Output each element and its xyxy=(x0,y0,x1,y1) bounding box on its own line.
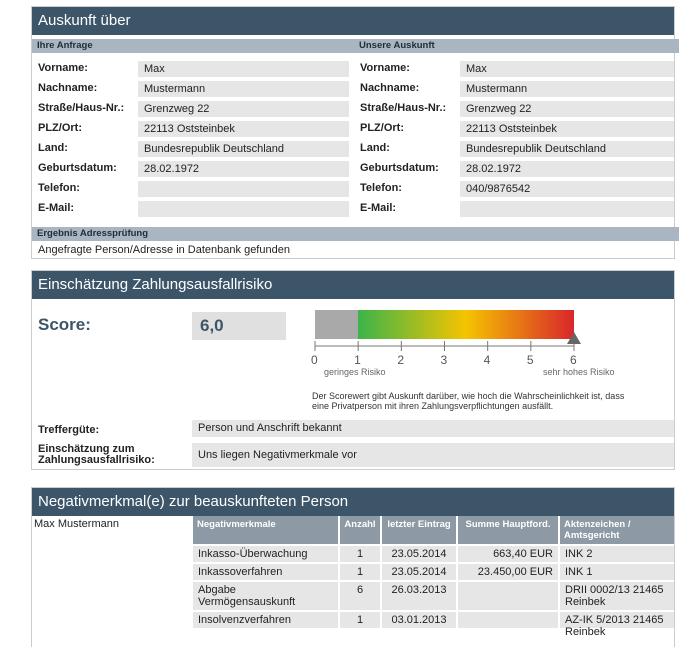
table-cell-anzahl: 1 xyxy=(340,564,380,580)
anfrage-label: Straße/Haus-Nr.: xyxy=(38,102,125,114)
score-gauge xyxy=(302,307,642,369)
auskunft-label: Geburtsdatum: xyxy=(360,162,439,174)
scale-high-label: sehr hohes Risiko xyxy=(543,367,615,377)
table-header: Aktenzeichen / Amtsgericht xyxy=(560,516,674,544)
auskunft-label: Telefon: xyxy=(360,182,402,194)
table-cell-datum: 26.03.2013 xyxy=(382,582,456,610)
scale-tick-label: 2 xyxy=(397,353,405,367)
auskunft-value: Max xyxy=(460,61,674,77)
scale-tick-label: 3 xyxy=(440,353,448,367)
table-cell-akten: DRII 0002/13 21465 Reinbek xyxy=(560,582,674,610)
scale-tick-label: 0 xyxy=(311,353,318,367)
scale-tick-label: 6 xyxy=(570,353,577,367)
score-bar-neutral xyxy=(315,310,358,339)
anfrage-value xyxy=(138,181,349,197)
scale-tick-label: 1 xyxy=(354,353,361,367)
score-label: Score: xyxy=(38,315,91,334)
anfrage-value: 22113 Oststeinbek xyxy=(138,121,349,137)
scale-low-label: geringes Risiko xyxy=(324,367,386,377)
table-cell-summe xyxy=(458,582,558,610)
auskunft-label: PLZ/Ort: xyxy=(360,122,404,134)
table-cell-merkmal: Inkasso-Überwachung xyxy=(193,546,338,562)
anfrage-value xyxy=(138,201,349,217)
table-cell-datum: 23.05.2014 xyxy=(382,564,456,580)
treffer-label: Treffergüte: xyxy=(38,424,100,436)
auskunft-value xyxy=(460,201,674,217)
auskunft-label: Straße/Haus-Nr.: xyxy=(360,102,447,114)
table-header: Anzahl xyxy=(340,516,380,544)
table-cell-summe: 23.450,00 EUR xyxy=(458,564,558,580)
table-cell-akten: INK 1 xyxy=(560,564,674,580)
einschaetzung-label-2: Zahlungsausfallrisiko: xyxy=(38,454,155,466)
auskunft-value: 28.02.1972 xyxy=(460,161,674,177)
score-bar-gradient xyxy=(358,310,574,339)
auskunft-label: E-Mail: xyxy=(360,202,397,214)
anfrage-label: E-Mail: xyxy=(38,202,75,214)
ihre-anfrage-header: Ihre Anfrage xyxy=(32,39,354,53)
einschaetzung-label-1: Einschätzung zum xyxy=(38,443,135,455)
auskunft-value: 22113 Oststeinbek xyxy=(460,121,674,137)
auskunft-value: 040/9876542 xyxy=(460,181,674,197)
table-cell-summe xyxy=(458,612,558,628)
table-cell-datum: 23.05.2014 xyxy=(382,546,456,562)
auskunft-value: Grenzweg 22 xyxy=(460,101,674,117)
anfrage-label: Nachname: xyxy=(38,82,98,94)
scale-tick-label: 5 xyxy=(526,353,534,367)
anfrage-label: Geburtsdatum: xyxy=(38,162,117,174)
table-cell-merkmal: Inkassoverfahren xyxy=(193,564,338,580)
risiko-title: Einschätzung Zahlungsausfallrisiko xyxy=(32,271,674,299)
ergebnis-header: Ergebnis Adressprüfung xyxy=(32,227,679,241)
negativ-panel xyxy=(31,487,675,647)
table-cell-anzahl: 6 xyxy=(340,582,380,610)
anfrage-value: Bundesrepublik Deutschland xyxy=(138,141,349,157)
score-explanation-2: eine Privatperson mit ihren Zahlungsverpflichtungen ausfällt. xyxy=(312,401,554,411)
anfrage-value: Mustermann xyxy=(138,81,349,97)
anfrage-label: Telefon: xyxy=(38,182,80,194)
anfrage-label: PLZ/Ort: xyxy=(38,122,82,134)
auskunft-label: Nachname: xyxy=(360,82,420,94)
anfrage-value: Max xyxy=(138,61,349,77)
person-name: Max Mustermann xyxy=(34,518,119,530)
table-cell-merkmal: Abgabe Vermögensauskunft xyxy=(193,582,338,610)
auskunft-title: Auskunft über xyxy=(32,7,674,35)
table-cell-merkmal: Insolvenzverfahren xyxy=(193,612,338,628)
treffer-value: Person und Anschrift bekannt xyxy=(192,420,674,437)
table-cell-anzahl: 1 xyxy=(340,546,380,562)
risiko-panel xyxy=(31,270,675,470)
table-header: letzter Eintrag xyxy=(382,516,456,544)
anfrage-value: 28.02.1972 xyxy=(138,161,349,177)
auskunft-value: Bundesrepublik Deutschland xyxy=(460,141,674,157)
auskunft-label: Vorname: xyxy=(360,62,410,74)
ergebnis-text: Angefragte Person/Adresse in Datenbank gefunden xyxy=(38,244,290,256)
auskunft-value: Mustermann xyxy=(460,81,674,97)
score-explanation-1: Der Scorewert gibt Auskunft darüber, wie hoch die Wahrscheinlichkeit ist, dass xyxy=(312,391,625,401)
anfrage-label: Land: xyxy=(38,142,68,154)
scale-tick-label: 4 xyxy=(483,353,491,367)
table-cell-akten: INK 2 xyxy=(560,546,674,562)
score-value: 6,0 xyxy=(192,312,286,340)
anfrage-label: Vorname: xyxy=(38,62,88,74)
auskunft-label: Land: xyxy=(360,142,390,154)
table-cell-akten: AZ-IK 5/2013 21465 Reinbek xyxy=(560,612,674,628)
einschaetzung-value: Uns liegen Negativmerkmale vor xyxy=(192,443,674,467)
table-cell-anzahl: 1 xyxy=(340,612,380,628)
anfrage-value: Grenzweg 22 xyxy=(138,101,349,117)
table-header: Negativmerkmale xyxy=(193,516,338,544)
table-header: Summe Hauptford. xyxy=(458,516,558,544)
auskunft-panel xyxy=(31,6,675,259)
negativ-title: Negativmerkmal(e) zur beauskunfteten Person xyxy=(32,488,674,516)
table-cell-summe: 663,40 EUR xyxy=(458,546,558,562)
table-cell-datum: 03.01.2013 xyxy=(382,612,456,628)
unsere-auskunft-header: Unsere Auskunft xyxy=(354,39,679,53)
